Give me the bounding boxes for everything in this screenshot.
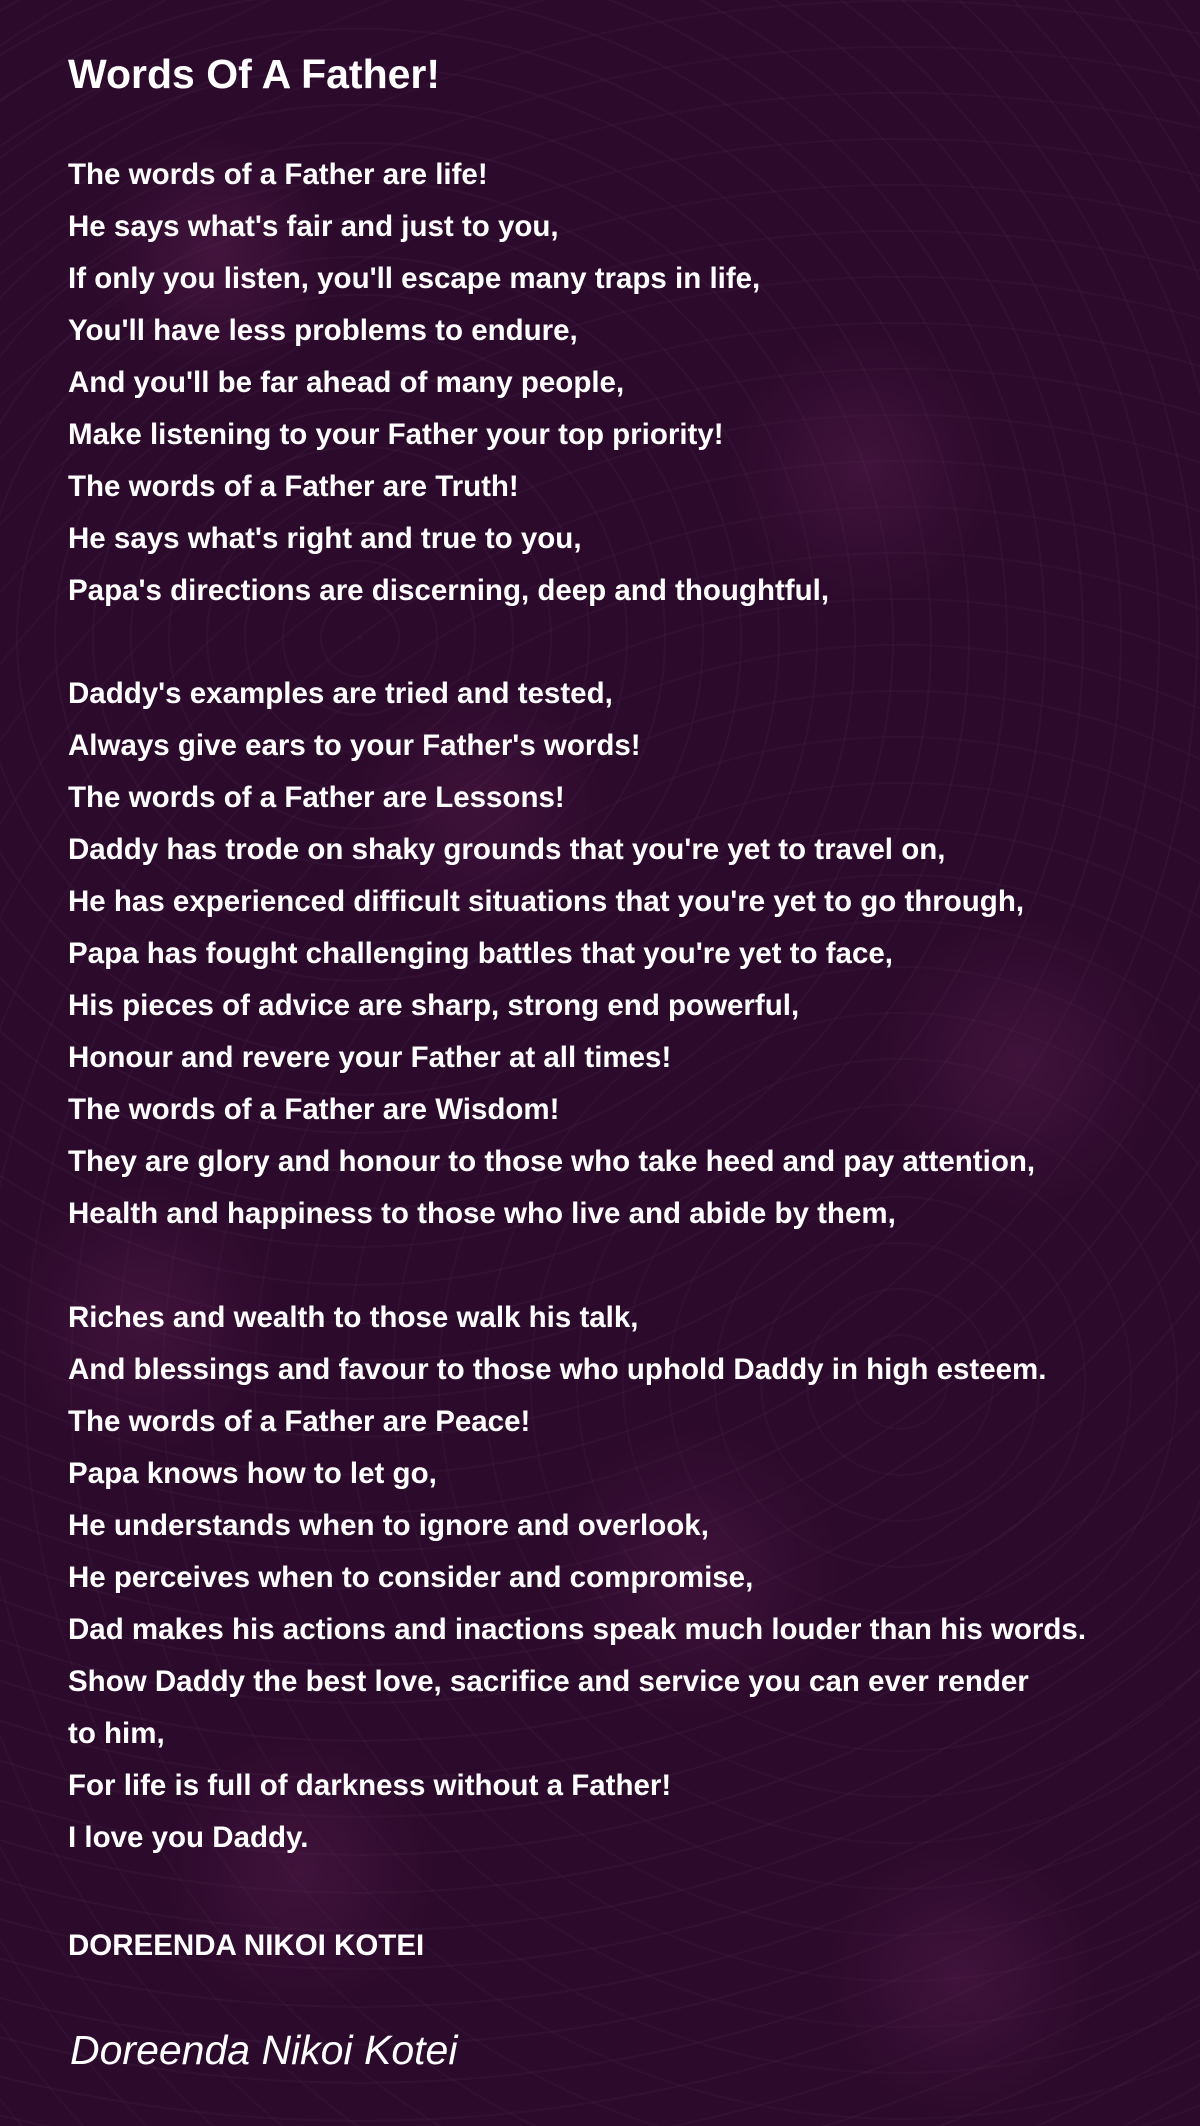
poem-line: And blessings and favour to those who uphold Daddy in high esteem. [68,1353,1047,1386]
poem-line: The words of a Father are Lessons! [68,781,565,814]
poem-line: Honour and revere your Father at all times! [68,1041,672,1074]
poem-line: Show Daddy the best love, sacrifice and service you can ever render [68,1665,1029,1698]
poem-line: They are glory and honour to those who take heed and pay attention, [68,1145,1036,1178]
poem-line: Papa has fought challenging battles that you're yet to face, [68,937,893,970]
author-signature: Doreenda Nikoi Kotei [70,2027,458,2073]
poem-line: Make listening to your Father your top priority! [68,418,724,451]
poem-line: I love you Daddy. [68,1821,309,1854]
poem-line: Dad makes his actions and inactions speak much louder than his words. [68,1613,1087,1646]
poem-line: If only you listen, you'll escape many traps in life, [68,262,761,295]
stanza-1 [68,149,829,617]
poem-title: Words Of A Father! [68,51,441,97]
poem-line: Daddy has trode on shaky grounds that you're yet to travel on, [68,833,946,866]
poem-line: The words of a Father are life! [68,158,488,191]
poem-line: to him, [68,1717,165,1750]
poem-line: His pieces of advice are sharp, strong end powerful, [68,989,800,1022]
poem-line: He says what's right and true to you, [68,522,582,555]
stanza-3 [68,1292,1086,1864]
poem-line: He has experienced difficult situations that you're yet to go through, [68,885,1025,918]
poem-line: Always give ears to your Father's words! [68,729,641,762]
poem-line: Daddy's examples are tried and tested, [68,677,613,710]
poem-line: The words of a Father are Truth! [68,470,519,503]
poem-line: And you'll be far ahead of many people, [68,366,625,399]
poem-line: The words of a Father are Peace! [68,1405,531,1438]
poem-line: You'll have less problems to endure, [68,314,578,347]
stanza-2 [68,668,1035,1240]
poem-line: Riches and wealth to those walk his talk, [68,1301,639,1334]
poem-line: Health and happiness to those who live and abide by them, [68,1197,896,1230]
author-name-caps: DOREENDA NIKOI KOTEI [68,1929,425,1962]
poem-line: He understands when to ignore and overlook, [68,1509,709,1542]
poem-line: Papa knows how to let go, [68,1457,437,1490]
poem-line: The words of a Father are Wisdom! [68,1093,560,1126]
poem-line: For life is full of darkness without a Father! [68,1769,672,1802]
poem-line: He perceives when to consider and compromise, [68,1561,754,1594]
poem-line: He says what's fair and just to you, [68,210,559,243]
poem-line: Papa's directions are discerning, deep and thoughtful, [68,574,830,607]
